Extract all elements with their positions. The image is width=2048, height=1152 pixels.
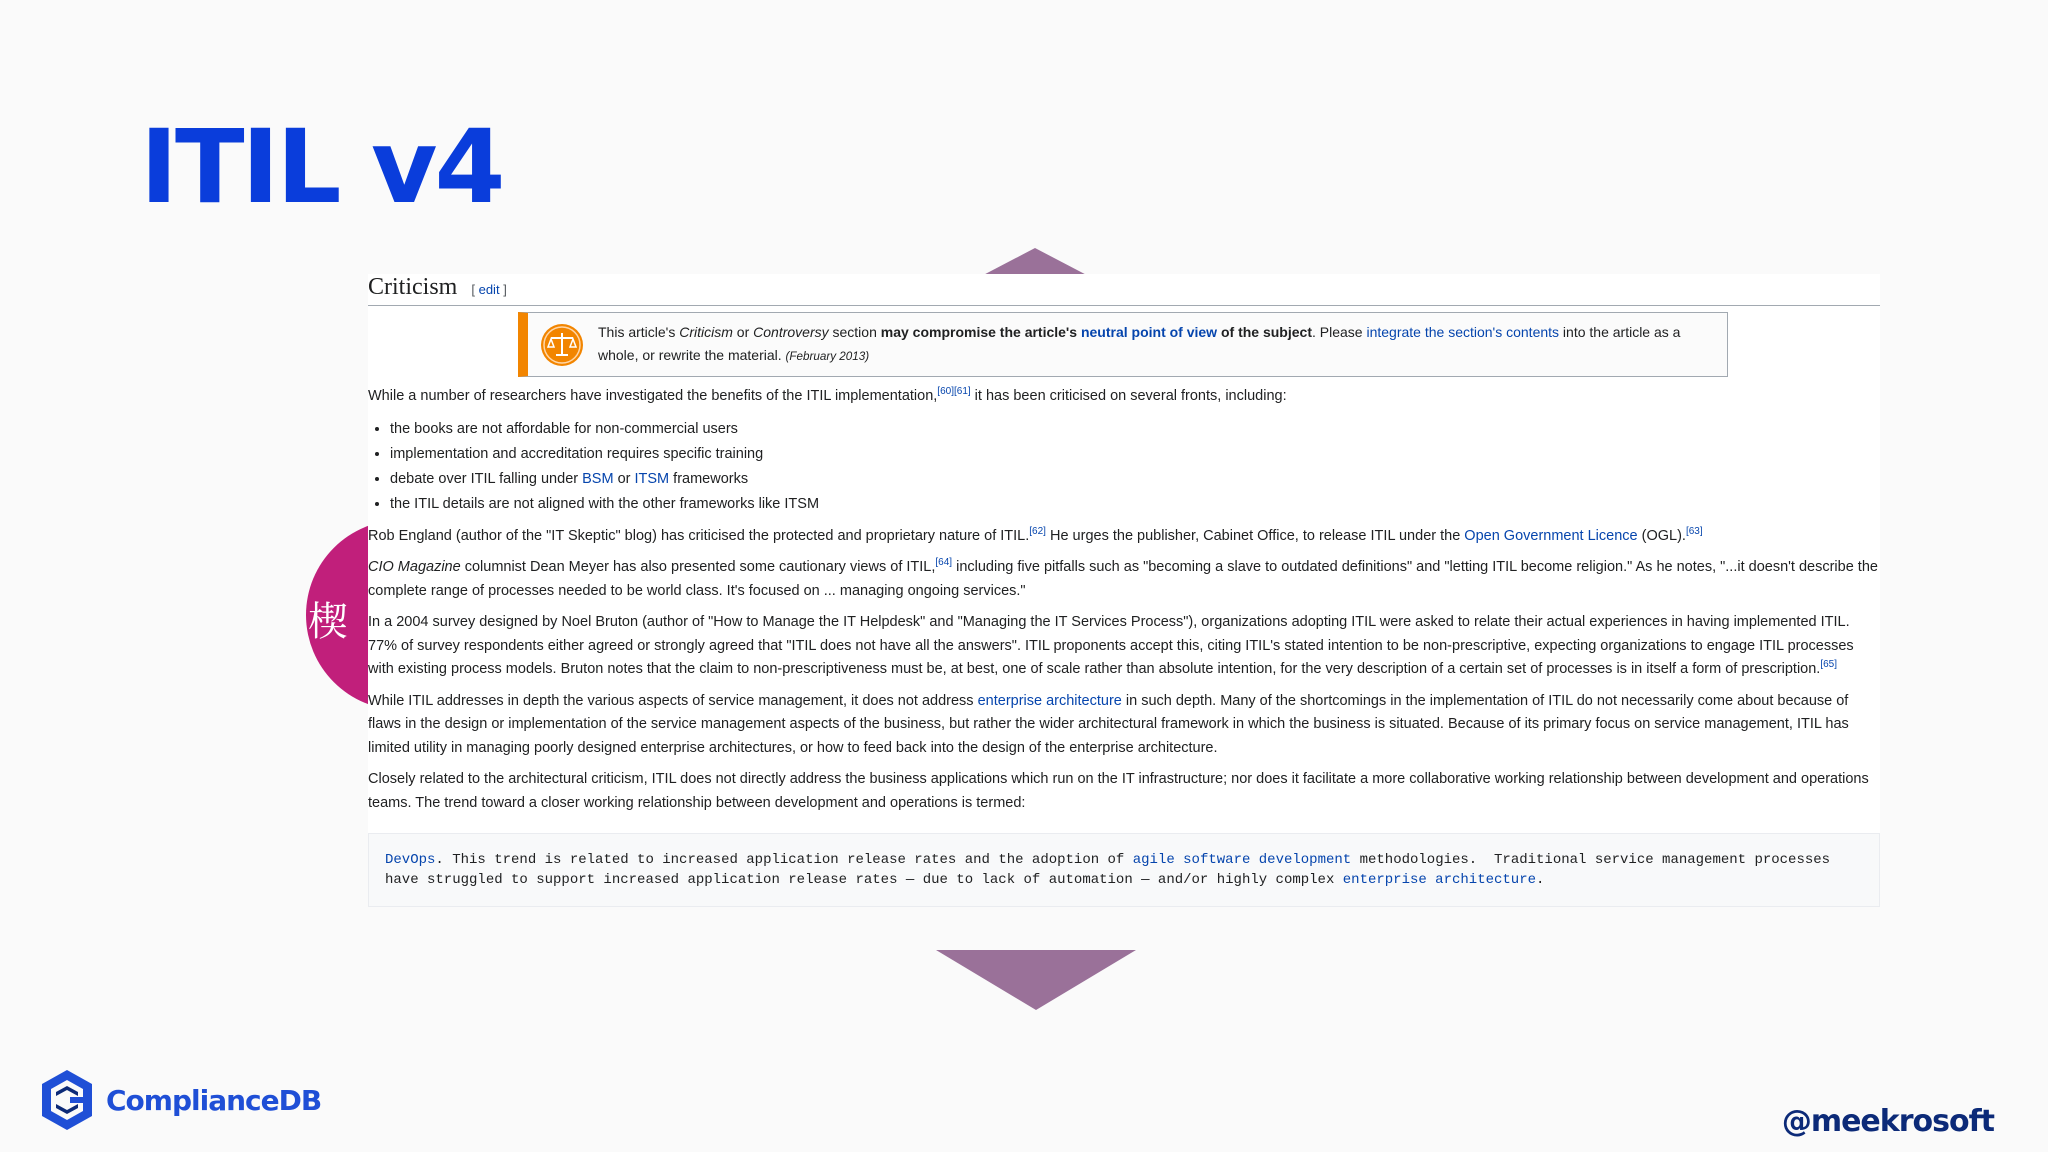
notice-text-bold-2: of the subject — [1217, 324, 1312, 340]
edit-bracket-close: ] — [503, 282, 507, 297]
slide-title: ITIL v4 — [140, 108, 503, 227]
paragraph-4 — [368, 611, 1880, 682]
p2-text-3: (OGL). — [1637, 527, 1686, 544]
paragraph-1 — [368, 385, 1880, 409]
notice-text — [598, 321, 1715, 368]
notice-text-bold-1: may compromise the article's — [880, 324, 1081, 340]
paragraph-2 — [368, 525, 1880, 549]
bsm-link[interactable]: BSM — [582, 470, 614, 487]
p1-text-1: While a number of researchers have investigated the benefits of the ITIL implementation, — [368, 388, 938, 404]
pre-text-1: . This trend is related to increased application release rates and the adoption of — [435, 852, 1133, 868]
ogl-link[interactable]: Open Government Licence — [1464, 527, 1638, 544]
item3-text-c: frameworks — [669, 470, 749, 487]
list-item: • the books are not affordable for non-commercial users — [390, 417, 1880, 442]
notice-text-9: . Please — [1311, 324, 1367, 340]
citation-63[interactable]: [63] — [1685, 525, 1703, 537]
section-title: Criticism — [368, 274, 458, 300]
notice-text-criticism: Criticism — [679, 324, 733, 340]
notice-text-3: or — [732, 324, 754, 340]
twitter-handle: @meekrosoft — [1781, 1104, 1994, 1139]
citation-60-61[interactable]: [60][61] — [937, 386, 971, 398]
compliancedb-logo-icon — [40, 1068, 94, 1132]
notice-text-controversy: Controversy — [753, 324, 829, 340]
paragraph-6: Closely related to the architectural criticism, ITIL does not directly address the business applications which run on the IT infrastructure; nor does it facilitate a more collaborative working relationship between development and operations teams. The trend toward a closer working relationship between development and operations is termed: — [368, 771, 1869, 811]
pre-text-2: methodologies. Traditional service management processes have struggled to support increased application release rates — due to lack of automation — and/or highly complex — [385, 852, 1839, 888]
devops-link[interactable]: DevOps — [385, 852, 436, 868]
section-heading — [368, 274, 1880, 306]
edit-link[interactable]: edit — [478, 282, 500, 297]
criticism-notice-box — [518, 312, 1728, 377]
compliancedb-logo — [40, 1068, 321, 1132]
magenta-circle-shape — [306, 520, 368, 710]
notice-text-1: This article's — [598, 324, 680, 340]
itsm-link[interactable]: ITSM — [634, 470, 670, 487]
item3-text-b: or — [613, 470, 635, 487]
p5-text-1: While ITIL addresses in depth the various aspects of service management, it does not address — [368, 692, 978, 709]
edit-bracket-open: [ — [471, 282, 475, 297]
pre-text-3: . — [1536, 872, 1545, 888]
logo-text: ComplianceDB — [106, 1083, 322, 1117]
p3-text-1: columnist Dean Meyer has also presented some cautionary views of ITIL, — [460, 559, 936, 575]
p2-text-2: He urges the publisher, Cabinet Office, to release ITIL under the — [1045, 527, 1465, 544]
devops-preformatted-block — [368, 833, 1880, 907]
npov-link[interactable]: neutral point of view — [1080, 324, 1218, 340]
paragraph-3 — [368, 556, 1880, 603]
cio-magazine: CIO Magazine — [368, 559, 461, 575]
wiki-article-section — [368, 274, 1880, 907]
notice-text-5: section — [828, 324, 881, 340]
integrate-contents-link[interactable]: integrate the section's contents — [1366, 324, 1560, 340]
paragraph-5 — [368, 690, 1880, 761]
item3-text-a: debate over ITIL falling under — [390, 470, 583, 487]
partial-glyph: 楔 — [308, 599, 348, 645]
criticism-list — [390, 417, 1880, 517]
list-item — [390, 467, 1880, 492]
purple-arrow-down-shape — [936, 950, 1136, 1010]
p4-text-1: In a 2004 survey designed by Noel Bruton (author of "How to Manage the IT Helpdesk" and "Managing the IT Services Process"), organizations adopting ITIL were asked to relate their actual experiences in having implemented ITIL. 77% of survey respondents either agreed or strongly agreed that "ITIL does not have all the answers". ITIL proponents accept this, citing ITIL's stated intention to be non-prescriptive, expecting organizations to engage ITIL processes with existing process models. Bruton notes that the claim to non-prescriptiveness must be, at best, one of scale rather than absolute intention, for the very description of a certain set of processes is in itself a form of prescription. — [368, 614, 1854, 677]
notice-date: (February 2013) — [785, 350, 870, 363]
citation-65[interactable]: [65] — [1820, 659, 1838, 671]
agile-link[interactable]: agile software development — [1132, 852, 1352, 868]
enterprise-architecture-link-2[interactable]: enterprise architecture — [1342, 872, 1536, 888]
enterprise-architecture-link[interactable]: enterprise architecture — [977, 692, 1122, 709]
notice-text-11: into the article as a whole, or rewrite the material. — [598, 324, 1681, 363]
p5-text-2: in such depth. Many of the shortcomings in the implementation of ITIL do not necessarily come about because of flaws in the design or implementation of the service management aspects of the business, but rather the wider architectural framework in which the business is situated. Because of its primary focus on service management, ITIL has limited utility in managing poorly designed enterprise architectures, or how to feed back into the design of the enterprise architecture. — [368, 692, 1849, 756]
citation-64[interactable]: [64] — [935, 557, 953, 569]
list-item: • implementation and accreditation requires specific training — [390, 442, 1880, 467]
p3-text-2: including five pitfalls such as "becoming a slave to outdated definitions" and "letting ITIL become religion." As he notes, "...it doesn't describe the complete range of processes needed to be world class. It's focused on ... managing ongoing services." — [368, 559, 1878, 599]
scales-icon — [540, 323, 584, 367]
list-item: • the ITIL details are not aligned with the other frameworks like ITSM — [390, 492, 1880, 517]
citation-62[interactable]: [62] — [1029, 525, 1046, 537]
edit-section — [471, 282, 506, 297]
p1-text-2: it has been criticised on several fronts, including: — [970, 388, 1287, 404]
p2-text-1: Rob England (author of the "IT Skeptic" blog) has criticised the protected and proprietary nature of ITIL. — [368, 527, 1030, 544]
